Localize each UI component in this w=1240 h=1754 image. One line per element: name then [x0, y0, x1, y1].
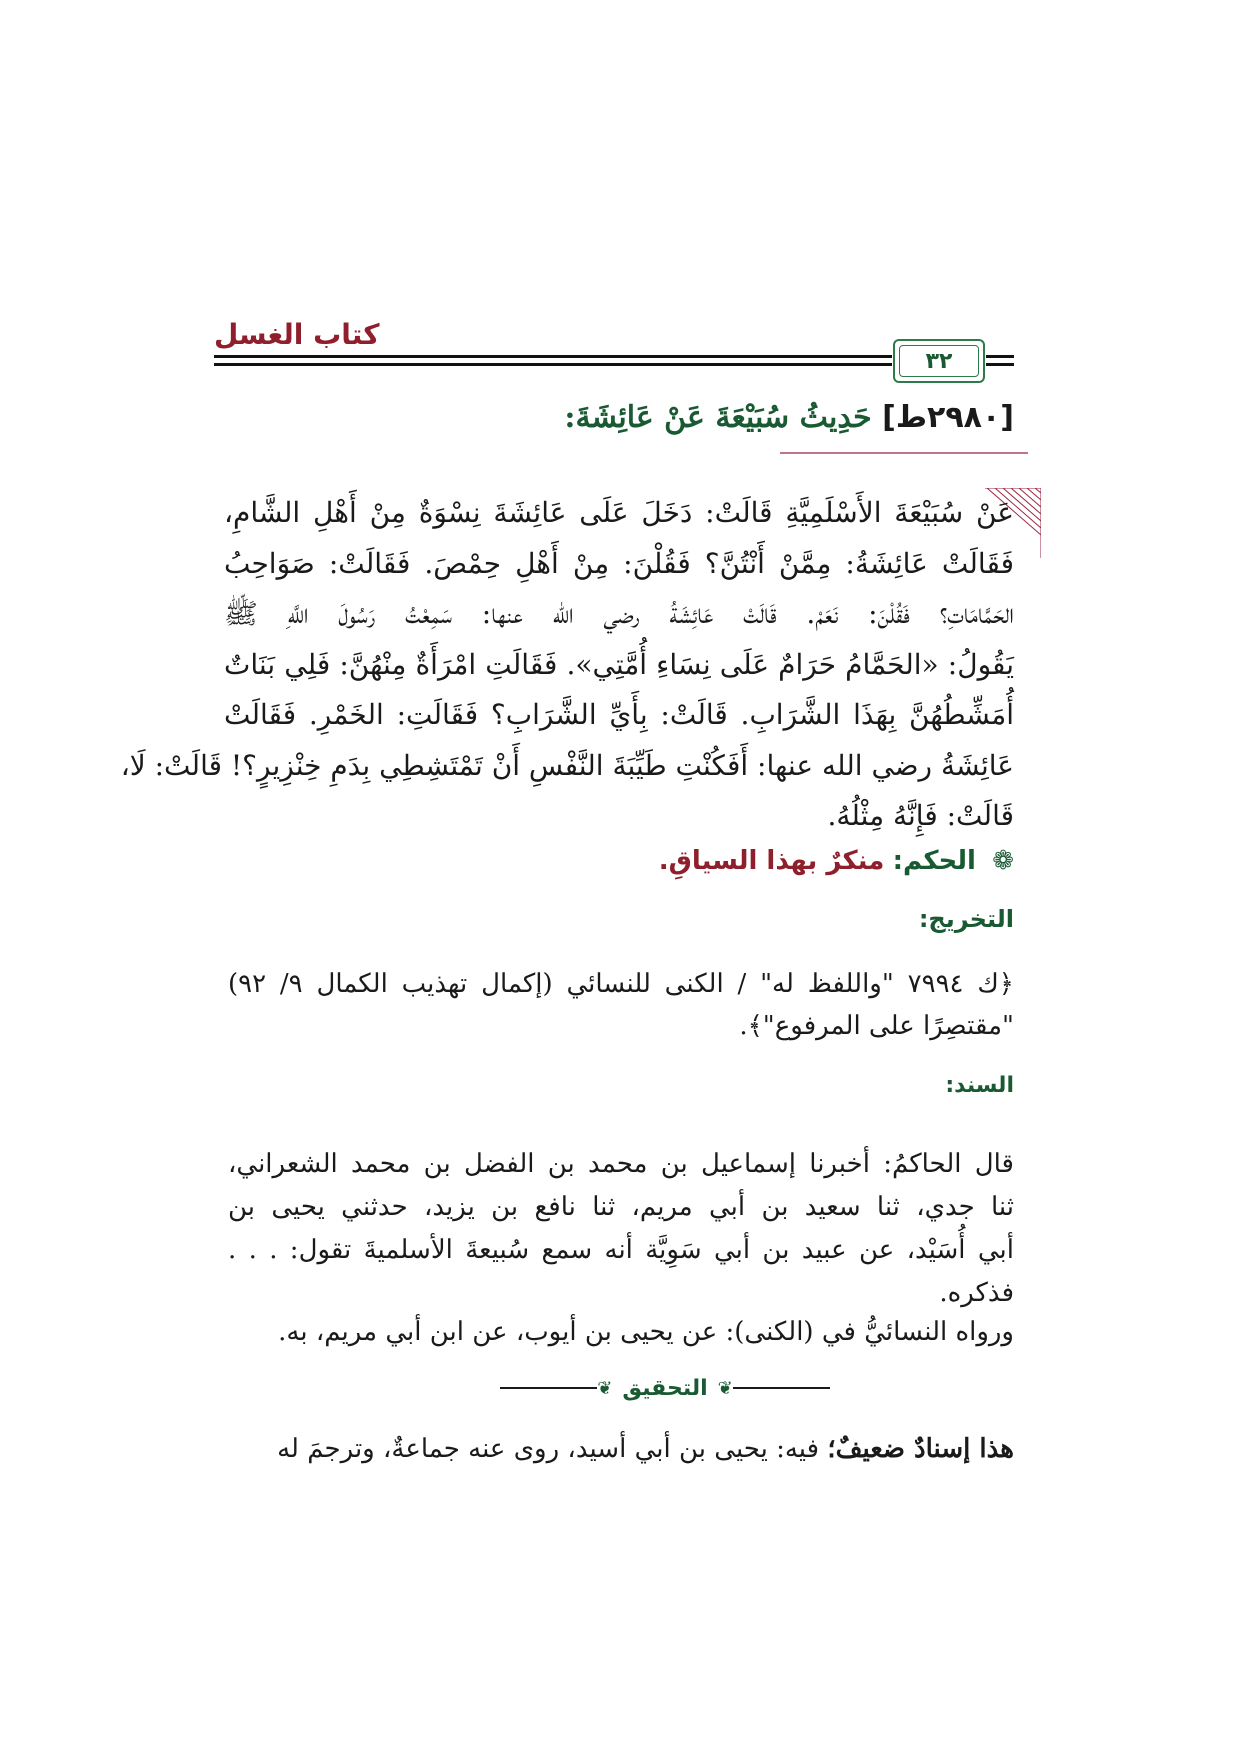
hadith-number: [٢٩٨٠ط]: [882, 400, 1014, 435]
sanad-heading: السند:: [945, 1073, 1014, 1098]
takhrij-line: "مقتصِرًا على المرفوع"﴾.: [739, 1011, 1014, 1041]
matn-line: الحَمَّامَاتِ؟ فَقُلْنَ: نَعَمْ. قَالَتْ عَائِشَةُ رضي الله عنها: سَمِعْتُ رَسُولَ اللَّهِ ﷺ: [224, 597, 1014, 630]
tahqiq-rest: فيه: يحيى بن أبي أسيد، روى عنه جماعةٌ، وترجمَ له: [277, 1434, 828, 1464]
divider-bar: [733, 1387, 830, 1389]
tahqiq-divider: [500, 1368, 830, 1408]
hukm-value: منكرٌ بهذا السياقِ.: [658, 846, 885, 876]
hadith-matn: [120, 488, 1014, 842]
page-number: ٣٢: [899, 345, 979, 377]
hukm-label: الحكم:: [892, 846, 976, 876]
matn-line: أُمَشِّطُهُنَّ بِهَذَا الشَّرَابِ. قَالَتْ: بِأَيِّ الشَّرَابِ؟ فَقَالَتِ: الخَمْرِ. فَقَالَتْ: [224, 698, 1014, 731]
takhrij-text: [228, 963, 1014, 1047]
sanad-line: أبي أُسَيْد، عن عبيد بن أبي سَوِيَّة أنه سمع سُبيعةَ الأسلميةَ تقول: . . .: [228, 1235, 1014, 1265]
sanad-line: قال الحاكمُ: أخبرنا إسماعيل بن محمد بن الفضل بن محمد الشعراني،: [228, 1149, 1014, 1179]
takhrij-line: ﴿ك ٧٩٩٤ "واللفظ له" / الكنى للنسائي (إكمال تهذيب الكمال ٩/ ٩٢): [228, 969, 1014, 999]
divider-bar: [500, 1387, 597, 1389]
sanad-line: فذكره.: [939, 1278, 1014, 1308]
flower-ornament-icon: ❁: [992, 846, 1014, 876]
matn-line: قَالَتْ: فَإِنَّهُ مِثْلُهُ.: [827, 799, 1014, 832]
title-underline: [780, 452, 1028, 454]
takhrij-heading: التخريج:: [918, 905, 1014, 933]
tahqiq-verdict: هذا إسنادٌ ضعيفٌ؛: [827, 1434, 1014, 1464]
hukm-line: [659, 846, 1014, 876]
page-number-badge: [893, 339, 985, 383]
matn-line: يَقُولُ: «الحَمَّامُ حَرَامٌ عَلَى نِسَاءِ أُمَّتِي». فَقَالَتِ امْرَأَةٌ مِنْهُنَّ: فَلِي بَنَاتٌ: [224, 647, 1014, 681]
matn-line: فَقَالَتْ عَائِشَةُ: مِمَّنْ أَنْتُنَّ؟ فَقُلْنَ: مِنْ أَهْلِ حِمْصَ. فَقَالَتْ: صَوَاحِبُ: [224, 546, 1014, 580]
hadith-heading: [564, 400, 1014, 435]
matn-line: عَنْ سُبَيْعَةَ الأَسْلَمِيَّةِ قَالَتْ: دَخَلَ عَلَى عَائِشَةَ نِسْوَةٌ مِنْ أَهْلِ الشَّامِ،: [224, 496, 1014, 529]
hadith-title: حَدِيثُ سُبَيْعَةَ عَنْ عَائِشَةَ:: [564, 400, 872, 435]
header-rule-bottom: [214, 363, 892, 366]
header-rule-right-top: [986, 355, 1014, 358]
sanad-line: ثنا جدي، ثنا سعيد بن أبي مريم، ثنا نافع بن يزيد، حدثني يحيى بن: [228, 1192, 1014, 1222]
matn-line: عَائِشَةُ رضي الله عنها: أَفَكُنْتِ طَيِّبَةَ النَّفْسِ أَنْ تَمْتَشِطِي بِدَمِ خِنْزِيرٍ؟! قَالَتْ: لَا،: [120, 748, 1014, 782]
tahqiq-heading: التحقيق: [622, 1375, 708, 1401]
rawah-line: ورواه النسائيُّ في (الكنى): عن يحيى بن أيوب، عن ابن أبي مريم، به.: [278, 1317, 1014, 1347]
tahqiq-text: [228, 1428, 1014, 1470]
tahqiq-line: [228, 1428, 1014, 1470]
rawah-text: [228, 1311, 1014, 1353]
ornament-icon: ❦: [717, 1377, 733, 1399]
book-title: كتاب الغسل: [214, 318, 380, 351]
ornament-icon: ❦: [597, 1377, 613, 1399]
header-rule-right-bottom: [986, 363, 1014, 366]
header-rule-top: [214, 355, 892, 358]
sanad-text: [228, 1143, 1014, 1315]
